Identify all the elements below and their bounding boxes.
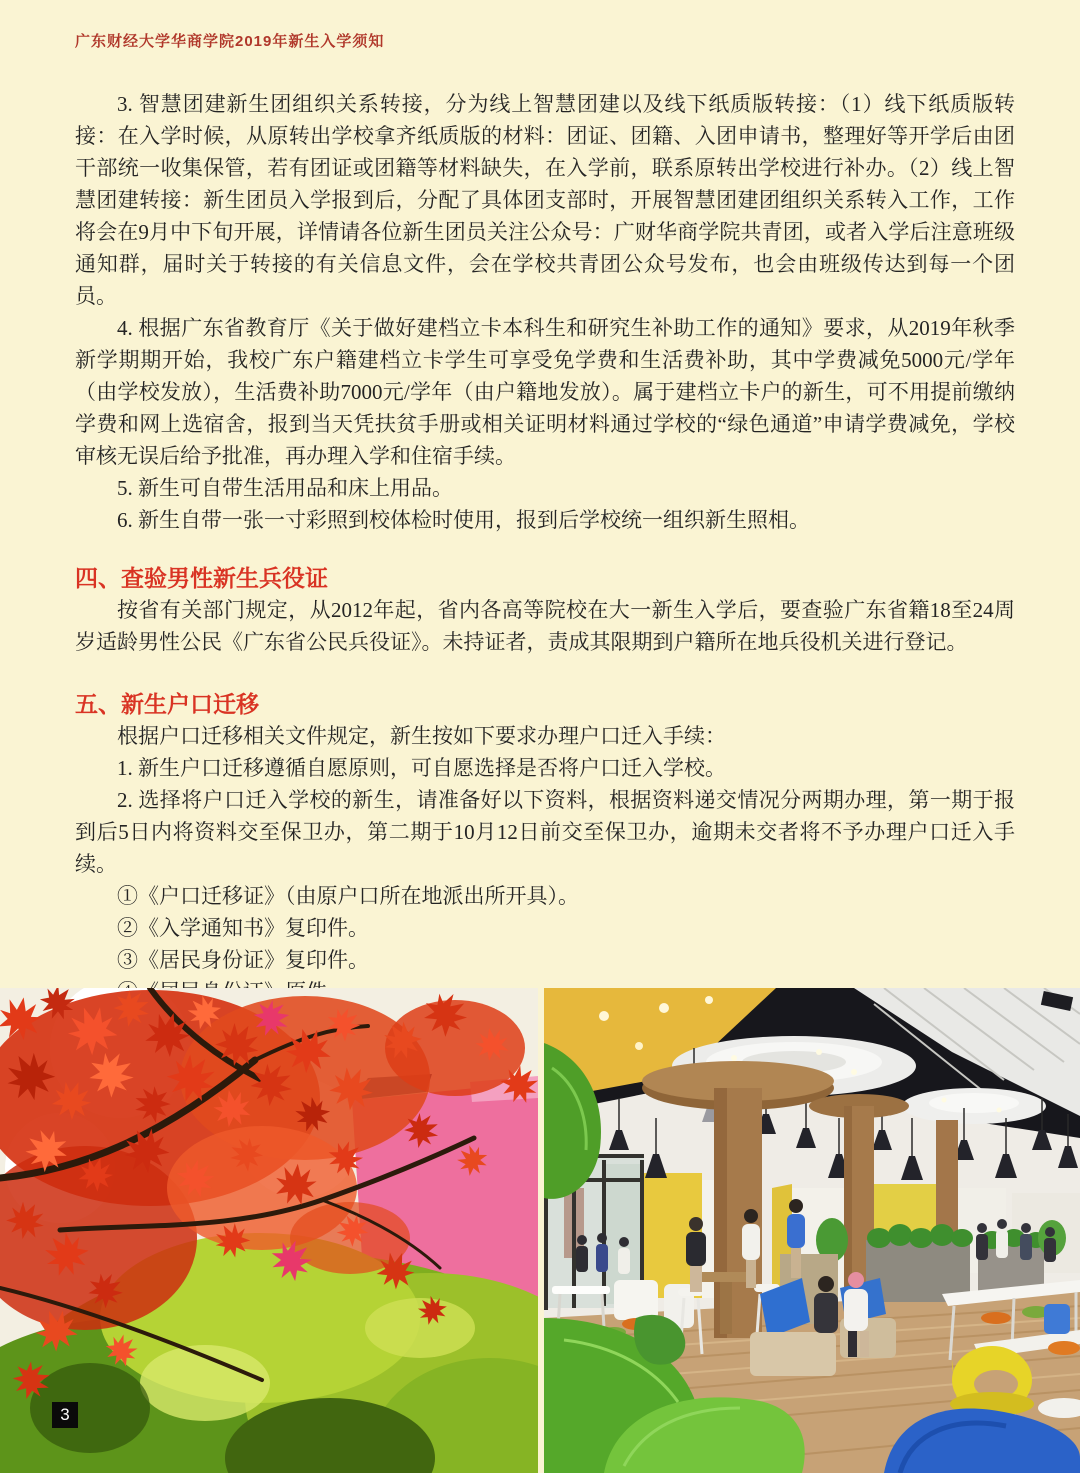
document-header: 广东财经大学华商学院2019年新生入学须知 — [75, 33, 385, 50]
paragraph-5: 5. 新生可自带生活用品和床上用品。 — [117, 476, 453, 500]
notice-body — [75, 88, 1015, 1008]
material-item-2: ②《入学通知书》复印件。 — [117, 916, 369, 940]
campus-photo-maple — [0, 988, 538, 1473]
section-5-item-1: 1. 新生户口迁移遵循自愿原则，可自愿选择是否将户口迁入学校。 — [117, 756, 726, 780]
paragraph-3: 3. 智慧团建新生团组织关系转接，分为线上智慧团建以及线下纸质版转接：（1）线下纸质版转接：在入学时候，从原转出学校拿齐纸质版的材料：团证、团籍、入团申请书，整理好等开学后由团干部统一收集保管，若有团证或团籍等材料缺失，在入学前，联系原转出学校进行补办。（2）线上智慧团建转接：新生团员入学报到后，分配了具体团支部时，开展智慧团建团组织关系转入工作，工作将会在9月中下旬开展，详情请各位新生团员关注公众号：广财华商学院共青团，或者入学后注意班级通知群，届时关于转接的有关信息文件，会在学校共青团公众号发布，也会由班级传达到每一个团员。 — [75, 92, 1015, 308]
page-number: 3 — [52, 1402, 78, 1428]
campus-photo-interior — [544, 988, 1080, 1473]
material-item-3: ③《居民身份证》复印件。 — [117, 948, 369, 972]
section-heading-5: 五、新生户口迁移 — [75, 691, 259, 717]
section-5-intro: 根据户口迁移相关文件规定，新生按如下要求办理户口迁入手续： — [117, 724, 726, 748]
material-item-1: ①《户口迁移证》（由原户口所在地派出所开具）。 — [117, 884, 579, 908]
section-heading-4: 四、查验男性新生兵役证 — [75, 565, 328, 591]
section-5-item-2: 2. 选择将户口迁入学校的新生，请准备好以下资料，根据资料递交情况分两期办理，第一期于报到后5日内将资料交至保卫办，第二期于10月12日前交至保卫办，逾期未交者将不予办理户口迁入手续。 — [75, 788, 1015, 876]
interior-photo-illustration — [544, 988, 1080, 1473]
paragraph-4: 4. 根据广东省教育厅《关于做好建档立卡本科生和研究生补助工作的通知》要求，从2019年秋季新学期期开始，我校广东户籍建档立卡学生可享受免学费和生活费补助，其中学费减免5000元/学年（由学校发放），生活费补助7000元/学年（由户籍地发放）。属于建档立卡户的新生，可不用提前缴纳学费和网上选宿舍，报到当天凭扶贫手册或相关证明材料通过学校的“绿色通道”申请学费减免，学校审核无误后给予批准，再办理入学和住宿手续。 — [75, 316, 1015, 468]
paragraph-6: 6. 新生自带一张一寸彩照到校体检时使用，报到后学校统一组织新生照相。 — [117, 508, 810, 532]
maple-photo-illustration — [0, 988, 538, 1473]
section-4-body: 按省有关部门规定，从2012年起，省内各高等院校在大一新生入学后，要查验广东省籍18至24周岁适龄男性公民《广东省公民兵役证》。未持证者，责成其限期到户籍所在地兵役机关进行登记。 — [75, 598, 1015, 654]
